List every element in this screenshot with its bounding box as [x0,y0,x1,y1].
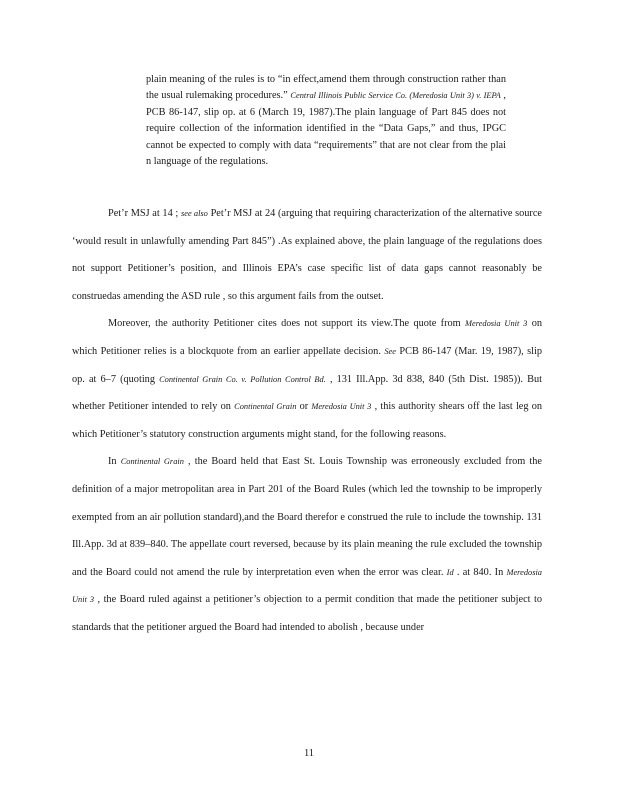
text-run: , this authority shears off the last leg on which Petitioner’s statutory construction arguments might stand, for the following reasons. [72,401,543,440]
case-name: Meredosia Unit 3 [465,319,528,329]
text-run: on which Petitioner relies is a blockquote from an earlier appellate decision. [72,318,542,357]
text-run: , 131 Ill.App. 3d 838, 840 (5th Dist. 1985)). But whether Petitioner intended to rely on [72,373,542,413]
case-name: Meredosia Unit 3 [311,402,372,412]
text-run: . at 840. In [453,566,507,578]
text-run: In [108,456,121,468]
signal-see: See [384,346,396,356]
case-name: Continental Grain [234,402,297,412]
page-number: 11 [303,748,315,759]
case-name: Continental Grain [120,457,184,467]
case-citation: Continental Grain Co. v. Pollution Control Bd. [159,374,326,384]
text-run: Pet’r MSJ at 24 (arguing that requiring characterization of the alternative source ‘would result in unlawfully amending Part 845”) .As explained above, the plain language of the regulations does not support Petitioner’s position, and Illinois EPA’s case specific list of data gaps cannot reasonably be construedas amending the ASD rule , so this argument fails from the outset. [72,208,542,302]
case-name: Meredosia Unit 3 [72,567,542,605]
signal-see-also: see also [181,209,208,218]
quote-text: , PCB 86-147, slip op. at 6 (March 19, 1987).The plain language of Part 845 does not require collection of the information identified in the “Data Gaps,” and thus, IPGC cannot be expected to comply with data “requirements” that are not clear from the plai n language of the regulations. [146,90,506,168]
signal-id: Id [446,567,454,577]
block-quote-paragraph [146,72,506,170]
paragraph-1 [72,200,542,310]
text-run: Moreover, the authority Petitioner cites does not support its view.The quote from [108,318,466,330]
text-run: , the Board ruled against a petitioner’s objection to a permit condition that made the petitioner subject to standards that the petitioner argued the Board had intended to abolish , because under [72,594,542,633]
text-run: , the Board held that East St. Louis Township was erroneously excluded from the definition of a major metropolitan area in Part 201 of the Board Rules (which led the township to be improperly exempted from an air pollution standard),and the Board therefor e construed the rule to include the township. 131 Ill.App. 3d at 839–840. The appellate court reversed, because by its plain meaning the rule excluded the township and the Board could not amend the rule by interpretation even when the error was clear. [72,456,543,578]
paragraph-3 [72,448,542,641]
block-quote [146,72,506,170]
body-text [72,200,542,642]
text-run: PCB 86-147 (Mar. 19, 1987), slip op. at 6–7 (quoting [72,345,542,385]
paragraph-2 [72,310,542,448]
case-citation: Central Illinois Public Service Co. (Meredosia Unit 3) v. IEPA [290,91,501,101]
quote-text: plain meaning of the rules is to “in effect,amend them through construction rather than the usual rulemaking procedures.” [146,74,506,102]
text-run: or [296,401,312,413]
text-run: Pet’r MSJ at 14 ; [108,208,181,219]
